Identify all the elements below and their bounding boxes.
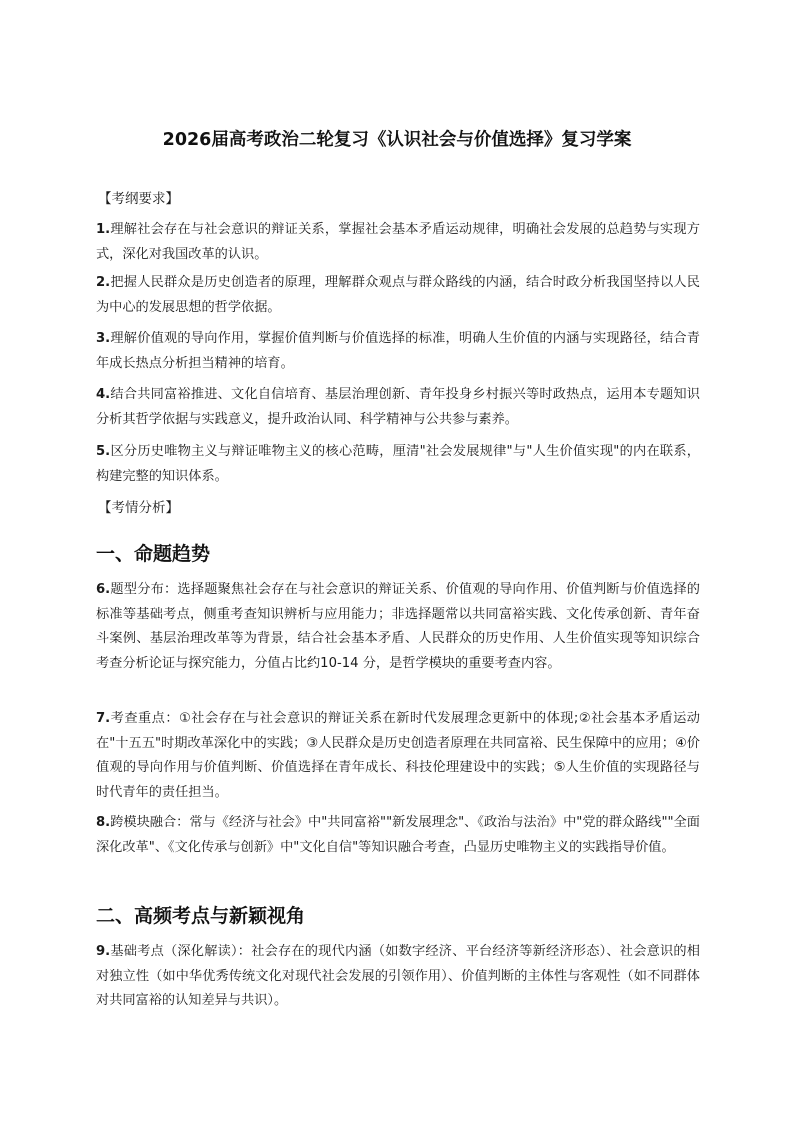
item-number: 7. <box>96 711 111 726</box>
item-text: 结合共同富裕推进、文化自信培育、基层治理创新、青年投身乡村振兴等时政热点，运用本专题知识分析其哲学依据与实践意义，提升政治认同、科学精神与公共参与素养。 <box>96 387 700 427</box>
item-text: 理解社会存在与社会意识的辩证关系，掌握社会基本矛盾运动规律，明确社会发展的总趋势与实现方式，深化对我国改革的认识。 <box>96 222 700 262</box>
trend-item-7 <box>96 707 700 805</box>
requirement-item-2 <box>96 271 700 320</box>
item-text: 考查重点：①社会存在与社会意识的辩证关系在新时代发展理念更新中的体现;②社会基本矛盾运动在"十五五"时期改革深化中的实践；③人民群众是历史创造者原理在共同富裕、民生保障中的应用；④价值观的导向作用与价值判断、价值选择在青年成长、科技伦理建设中的实践；⑤人生价值的实现路径与时代青年的责任担当。 <box>96 711 700 800</box>
item-number: 9. <box>96 944 111 959</box>
item-number: 5. <box>96 444 111 459</box>
trend-item-6 <box>96 578 700 676</box>
requirement-item-4 <box>96 383 700 432</box>
item-text: 跨模块融合：常与《经济与社会》中"共同富裕""新发展理念"、《政治与法治》中"党的群众路线""全面深化改革"、《文化传承与创新》中"文化自信"等知识融合考查，凸显历史唯物主义的实践指导价值。 <box>96 815 700 855</box>
item-text: 把握人民群众是历史创造者的原理，理解群众观点与群众路线的内涵，结合时政分析我国坚持以人民为中心的发展思想的哲学依据。 <box>96 275 700 315</box>
item-number: 8. <box>96 815 111 830</box>
requirement-item-1 <box>96 218 700 267</box>
requirements-tag: 【考纲要求】 <box>98 191 179 207</box>
section-heading-trends: 一、命题趋势 <box>96 543 211 565</box>
item-number: 1. <box>96 222 111 237</box>
item-text: 基础考点（深化解读）：社会存在的现代内涵（如数字经济、平台经济等新经济形态）、社会意识的相对独立性（如中华优秀传统文化对现代社会发展的引领作用）、价值判断的主体性与客观性（如不同群体对共同富裕的认知差异与共识）。 <box>96 944 700 1008</box>
requirement-item-3 <box>96 327 700 376</box>
trend-item-8 <box>96 811 700 860</box>
analysis-tag: 【考情分析】 <box>98 500 179 516</box>
item-number: 6. <box>96 582 111 597</box>
item-text: 理解价值观的导向作用，掌握价值判断与价值选择的标准，明确人生价值的内涵与实现路径，结合青年成长热点分析担当精神的培育。 <box>96 331 700 371</box>
item-number: 2. <box>96 275 111 290</box>
hotspot-item-9 <box>96 940 700 1014</box>
requirement-item-5 <box>96 440 700 489</box>
item-text: 题型分布：选择题聚焦社会存在与社会意识的辩证关系、价值观的导向作用、价值判断与价值选择的标准等基础考点，侧重考查知识辨析与应用能力；非选择题常以共同富裕实践、文化传承创新、青年奋斗案例、基层治理改革等为背景，结合社会基本矛盾、人民群众的历史作用、人生价值实现等知识综合考查分析论证与探究能力，分值占比约10-14 分，是哲学模块的重要考查内容。 <box>96 582 700 671</box>
item-number: 4. <box>96 387 111 402</box>
document-title: 2026届高考政治二轮复习《认识社会与价值选择》复习学案 <box>162 130 632 150</box>
item-number: 3. <box>96 331 111 346</box>
section-heading-hotspots: 二、高频考点与新颖视角 <box>96 905 306 927</box>
item-text: 区分历史唯物主义与辩证唯物主义的核心范畴，厘清"社会发展规律"与"人生价值实现"的内在联系，构建完整的知识体系。 <box>96 444 700 484</box>
